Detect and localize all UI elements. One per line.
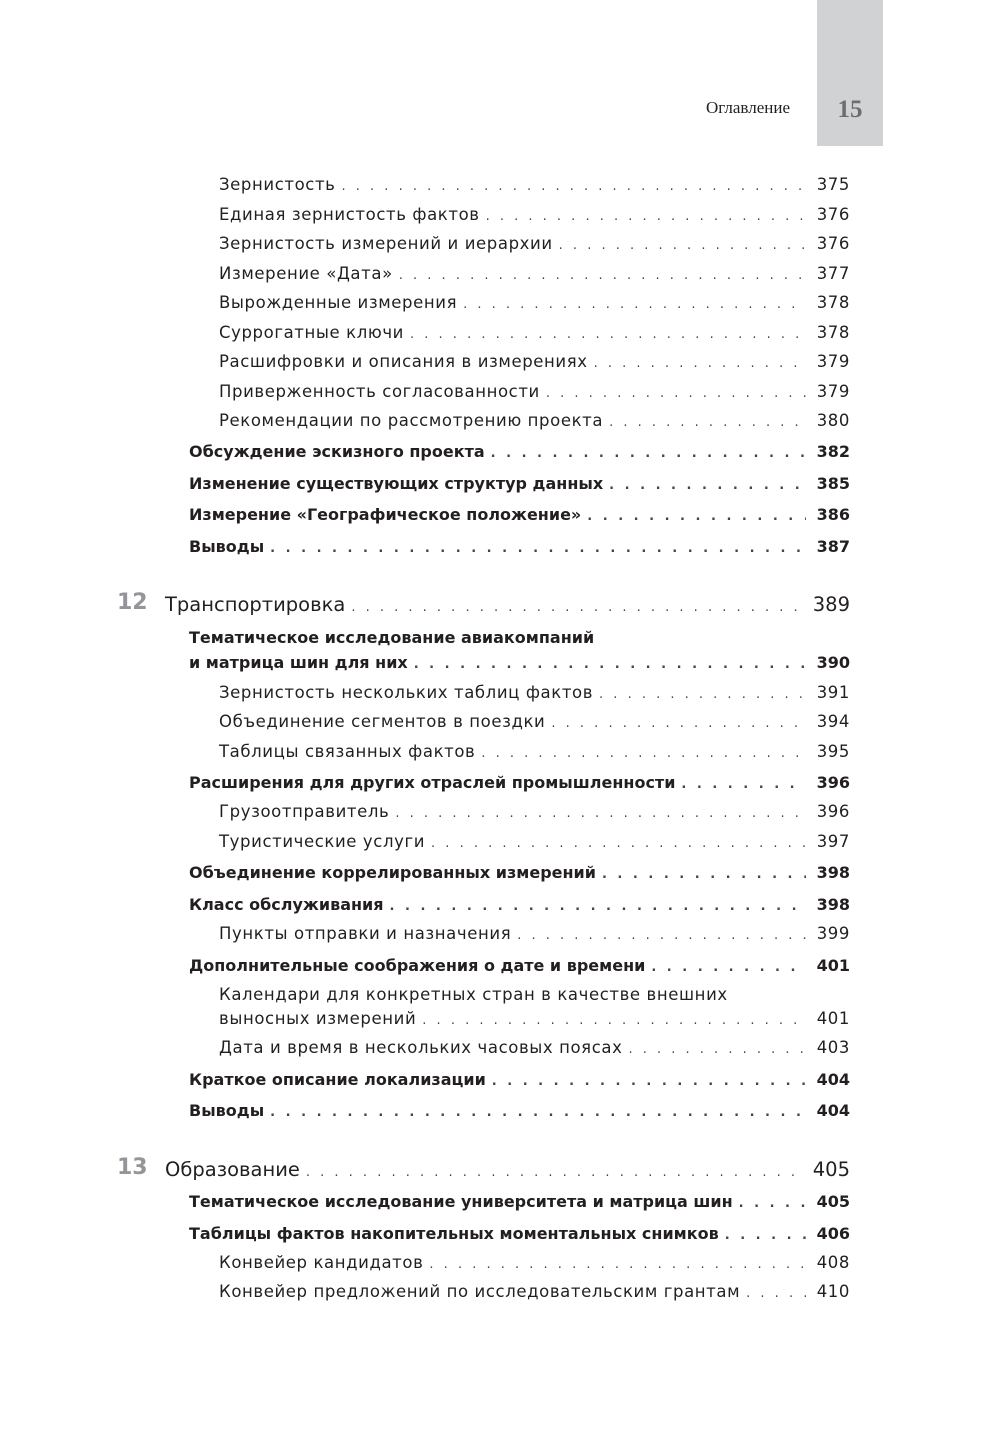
dot-leader xyxy=(602,863,806,887)
toc-entry[interactable] xyxy=(219,710,850,734)
dot-leader xyxy=(594,352,806,376)
toc-entry[interactable] xyxy=(189,861,850,885)
toc-entry-title: Объединение сегментов в поездки xyxy=(219,712,546,731)
toc-entry[interactable] xyxy=(219,380,850,404)
toc-entry-page: 382 xyxy=(816,442,850,461)
dot-leader xyxy=(486,205,806,229)
dot-leader xyxy=(746,1282,806,1306)
toc-entry-title: Образование xyxy=(165,1158,300,1181)
toc-entry-page: 395 xyxy=(816,742,850,761)
toc-entry-page: 396 xyxy=(816,773,850,792)
toc-entry-title: Дата и время в нескольких часовых поясах xyxy=(219,1038,623,1057)
toc-entry-page: 376 xyxy=(816,234,850,253)
toc-entry-title: Краткое описание локализации xyxy=(189,1070,486,1089)
toc-entry-page: 389 xyxy=(812,593,850,616)
toc-entry-page: 404 xyxy=(816,1070,850,1089)
toc-entry[interactable] xyxy=(219,409,850,433)
dot-leader xyxy=(414,653,806,677)
toc-entry-page: 404 xyxy=(816,1101,850,1120)
toc-entry-title-line1: Календари для конкретных стран в качестве внешних xyxy=(219,985,728,1004)
toc-entry-page: 379 xyxy=(816,382,850,401)
dot-leader xyxy=(431,832,806,856)
toc-entry-title: Конвейер предложений по исследовательским грантам xyxy=(219,1282,741,1301)
toc-entry-title: Приверженность согласованности xyxy=(219,382,540,401)
dot-leader xyxy=(463,293,806,317)
toc-entry-title: Объединение коррелированных измерений xyxy=(189,863,596,882)
toc-entry-title: и матрица шин для них xyxy=(189,653,408,672)
toc-entry-title: Расширения для других отраслей промышленности xyxy=(189,773,676,792)
toc-entry-title: Класс обслуживания xyxy=(189,895,384,914)
toc-entry-title: Расшифровки и описания в измерениях xyxy=(219,352,588,371)
dot-leader xyxy=(599,683,806,707)
toc-entry-title: Выводы xyxy=(189,537,265,556)
toc-entry-title: Пункты отправки и назначения xyxy=(219,924,512,943)
page-number: 15 xyxy=(837,96,863,123)
dot-leader xyxy=(410,323,806,347)
toc-entry-page: 401 xyxy=(816,1009,850,1028)
toc-entry[interactable] xyxy=(219,350,850,374)
dot-leader xyxy=(492,1070,806,1094)
toc-entry[interactable] xyxy=(189,1068,850,1092)
toc-entry[interactable] xyxy=(219,1280,850,1304)
toc-entry-title: Выводы xyxy=(189,1101,265,1120)
dot-leader xyxy=(342,175,806,199)
dot-leader xyxy=(609,474,806,498)
toc-entry-page: 410 xyxy=(816,1282,850,1301)
toc-entry-page: 378 xyxy=(816,293,850,312)
toc-entry-page: 387 xyxy=(816,537,850,556)
dot-leader xyxy=(587,505,806,529)
toc-entry[interactable] xyxy=(189,1099,850,1123)
toc-entry-title: Вырожденные измерения xyxy=(219,293,458,312)
toc-entry-title: Тематическое исследование университета и матрица шин xyxy=(189,1192,733,1211)
toc-entry-title: Транспортировка xyxy=(165,593,346,616)
toc-entry[interactable] xyxy=(189,1222,850,1246)
toc-entry[interactable] xyxy=(219,800,850,824)
toc-entry[interactable] xyxy=(189,472,850,496)
dot-leader xyxy=(481,742,806,766)
dot-leader xyxy=(422,1009,806,1033)
toc-entry-page: 394 xyxy=(816,712,850,731)
toc-entry-title: Изменение существующих структур данных xyxy=(189,474,604,493)
toc-entry-page: 380 xyxy=(816,411,850,430)
toc-entry-page: 405 xyxy=(816,1192,850,1211)
chapter-number: 12 xyxy=(117,590,148,615)
dot-leader xyxy=(725,1224,806,1248)
page-tab xyxy=(817,0,883,146)
dot-leader xyxy=(546,382,806,406)
dot-leader xyxy=(306,1161,806,1185)
toc-entry[interactable] xyxy=(219,740,850,764)
dot-leader xyxy=(399,264,806,288)
toc-entry[interactable] xyxy=(219,232,850,256)
toc-entry-page: 397 xyxy=(816,832,850,851)
toc-chapter[interactable] xyxy=(165,1158,850,1182)
toc-entry-page: 390 xyxy=(816,653,850,672)
toc-entry[interactable] xyxy=(219,321,850,345)
dot-leader xyxy=(270,1101,806,1125)
toc-entry[interactable] xyxy=(219,1007,850,1031)
toc-entry-page: 401 xyxy=(816,956,850,975)
toc-entry[interactable] xyxy=(219,1036,850,1060)
toc-entry[interactable] xyxy=(189,771,850,795)
toc-entry-title: Дополнительные соображения о дате и времени xyxy=(189,956,646,975)
dot-leader xyxy=(609,411,806,435)
toc-entry[interactable] xyxy=(219,291,850,315)
toc-entry-page: 375 xyxy=(816,175,850,194)
toc-entry[interactable] xyxy=(219,203,850,227)
toc-entry-title: Туристические услуги xyxy=(219,832,426,851)
toc-entry-title: выносных измерений xyxy=(219,1009,417,1028)
toc-entry-title: Зернистость xyxy=(219,175,336,194)
toc-entry-page: 398 xyxy=(816,895,850,914)
toc-entry-page: 386 xyxy=(816,505,850,524)
toc-entry-title-line1: Тематическое исследование авиакомпаний xyxy=(189,628,595,647)
dot-leader xyxy=(559,234,806,258)
dot-leader xyxy=(551,712,806,736)
dot-leader xyxy=(628,1038,806,1062)
toc-entry[interactable] xyxy=(219,681,850,705)
toc-entry[interactable] xyxy=(189,535,850,559)
dot-leader xyxy=(395,802,806,826)
chapter-number: 13 xyxy=(117,1155,148,1180)
toc-entry-page: 403 xyxy=(816,1038,850,1057)
toc-entry[interactable] xyxy=(189,1190,850,1214)
toc-entry-page: 406 xyxy=(816,1224,850,1243)
toc-entry-page: 376 xyxy=(816,205,850,224)
toc-entry[interactable] xyxy=(189,503,850,527)
toc-entry[interactable] xyxy=(189,440,850,464)
toc-entry[interactable] xyxy=(219,830,850,854)
toc-entry[interactable] xyxy=(219,262,850,286)
toc-entry-title: Измерение «Дата» xyxy=(219,264,393,283)
dot-leader xyxy=(491,442,806,466)
toc-entry-title: Таблицы связанных фактов xyxy=(219,742,476,761)
dot-leader xyxy=(739,1192,806,1216)
toc-entry[interactable] xyxy=(219,1251,850,1275)
toc-entry-title: Конвейер кандидатов xyxy=(219,1253,424,1272)
dot-leader xyxy=(517,924,806,948)
toc-entry-title: Грузоотправитель xyxy=(219,802,390,821)
toc-entry-page: 378 xyxy=(816,323,850,342)
toc-entry-title: Измерение «Географическое положение» xyxy=(189,505,582,524)
toc-entry-page: 377 xyxy=(816,264,850,283)
dot-leader xyxy=(351,596,806,620)
toc-entry-page: 396 xyxy=(816,802,850,821)
toc-entry-title: Суррогатные ключи xyxy=(219,323,405,342)
toc-entry-title: Зернистость нескольких таблиц фактов xyxy=(219,683,594,702)
toc-entry-title: Таблицы фактов накопительных моментальных снимков xyxy=(189,1224,719,1243)
dot-leader xyxy=(429,1253,806,1277)
dot-leader xyxy=(270,537,806,561)
toc-entry-page: 399 xyxy=(816,924,850,943)
toc-entry[interactable] xyxy=(189,954,850,978)
toc-entry-page: 405 xyxy=(812,1158,850,1181)
toc-entry-title: Обсуждение эскизного проекта xyxy=(189,442,485,461)
dot-leader xyxy=(651,956,806,980)
toc-entry-page: 385 xyxy=(816,474,850,493)
toc-entry[interactable] xyxy=(219,173,850,197)
toc-entry[interactable] xyxy=(189,651,850,675)
toc-entry[interactable] xyxy=(189,893,850,917)
toc-entry-title: Рекомендации по рассмотрению проекта xyxy=(219,411,604,430)
dot-leader xyxy=(390,895,806,919)
dot-leader xyxy=(681,773,806,797)
toc-entry-page: 408 xyxy=(816,1253,850,1272)
toc-chapter[interactable] xyxy=(165,593,850,617)
running-title: Оглавление xyxy=(706,98,790,117)
toc-entry-title: Зернистость измерений и иерархии xyxy=(219,234,553,253)
toc-entry-page: 379 xyxy=(816,352,850,371)
toc-entry-page: 391 xyxy=(816,683,850,702)
toc-entry[interactable] xyxy=(219,922,850,946)
toc-entry-page: 398 xyxy=(816,863,850,882)
toc-entry-title: Единая зернистость фактов xyxy=(219,205,480,224)
